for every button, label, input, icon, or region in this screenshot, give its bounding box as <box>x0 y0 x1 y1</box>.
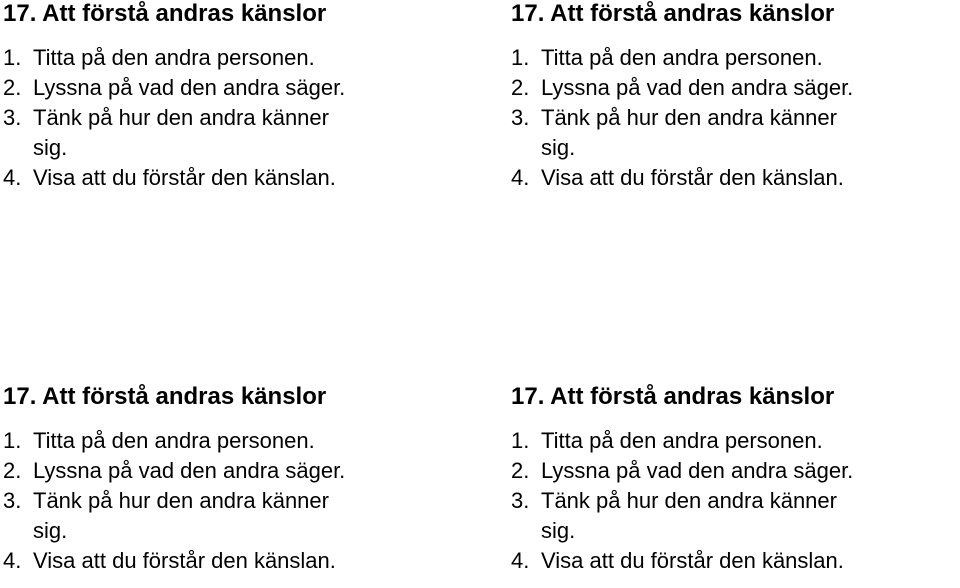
step-list <box>511 43 960 193</box>
step-text: Lyssna på vad den andra säger. <box>541 458 854 483</box>
step-text: Lyssna på vad den andra säger. <box>541 75 854 100</box>
step-text-continuation: sig. <box>541 518 576 543</box>
step-text-continuation: sig. <box>541 135 576 160</box>
step-number: 4. <box>3 165 22 190</box>
step-text: Tänk på hur den andra känner <box>541 488 837 513</box>
step-text: Titta på den andra personen. <box>33 428 315 453</box>
step-number: 4. <box>511 165 530 190</box>
step-text: Visa att du förstår den känslan. <box>33 548 336 573</box>
step-text-continuation: sig. <box>33 518 68 543</box>
step-text: Tänk på hur den andra känner <box>33 488 329 513</box>
card-top-right <box>511 0 960 193</box>
step-number: 2. <box>3 458 22 483</box>
step-text-continuation: sig. <box>33 135 68 160</box>
step-2 <box>3 73 473 103</box>
step-number: 1. <box>3 45 22 70</box>
card-top-left <box>3 0 473 193</box>
card-title: 17. Att förstå andras känslor <box>511 0 835 27</box>
step-4 <box>511 546 960 576</box>
step-number: 3. <box>511 488 530 513</box>
step-text: Titta på den andra personen. <box>33 45 315 70</box>
card-title: 17. Att förstå andras känslor <box>511 383 835 410</box>
step-number: 1. <box>511 45 530 70</box>
step-4 <box>511 163 960 193</box>
card-title: 17. Att förstå andras känslor <box>3 0 327 27</box>
step-text: Visa att du förstår den känslan. <box>33 165 336 190</box>
step-list <box>3 426 473 576</box>
step-text: Visa att du förstår den känslan. <box>541 165 844 190</box>
step-4 <box>3 546 473 576</box>
step-number: 4. <box>511 548 530 573</box>
step-number: 2. <box>511 75 530 100</box>
step-3 <box>511 486 960 546</box>
card-title: 17. Att förstå andras känslor <box>3 383 327 410</box>
step-number: 2. <box>3 75 22 100</box>
step-text: Titta på den andra personen. <box>541 428 823 453</box>
step-number: 3. <box>3 488 22 513</box>
step-number: 3. <box>511 105 530 130</box>
step-1 <box>3 426 473 456</box>
step-3 <box>3 103 473 163</box>
step-2 <box>511 456 960 486</box>
step-text: Tänk på hur den andra känner <box>33 105 329 130</box>
step-list <box>3 43 473 193</box>
step-number: 1. <box>3 428 22 453</box>
step-number: 1. <box>511 428 530 453</box>
step-2 <box>3 456 473 486</box>
step-text: Lyssna på vad den andra säger. <box>33 75 346 100</box>
step-3 <box>3 486 473 546</box>
card-bottom-left <box>3 383 473 576</box>
step-1 <box>511 43 960 73</box>
step-2 <box>511 73 960 103</box>
step-1 <box>511 426 960 456</box>
step-text: Titta på den andra personen. <box>541 45 823 70</box>
step-number: 2. <box>511 458 530 483</box>
step-text: Visa att du förstår den känslan. <box>541 548 844 573</box>
step-text: Lyssna på vad den andra säger. <box>33 458 346 483</box>
step-text: Tänk på hur den andra känner <box>541 105 837 130</box>
step-list <box>511 426 960 576</box>
step-number: 4. <box>3 548 22 573</box>
step-3 <box>511 103 960 163</box>
step-number: 3. <box>3 105 22 130</box>
step-1 <box>3 43 473 73</box>
card-bottom-right <box>511 383 960 576</box>
step-4 <box>3 163 473 193</box>
